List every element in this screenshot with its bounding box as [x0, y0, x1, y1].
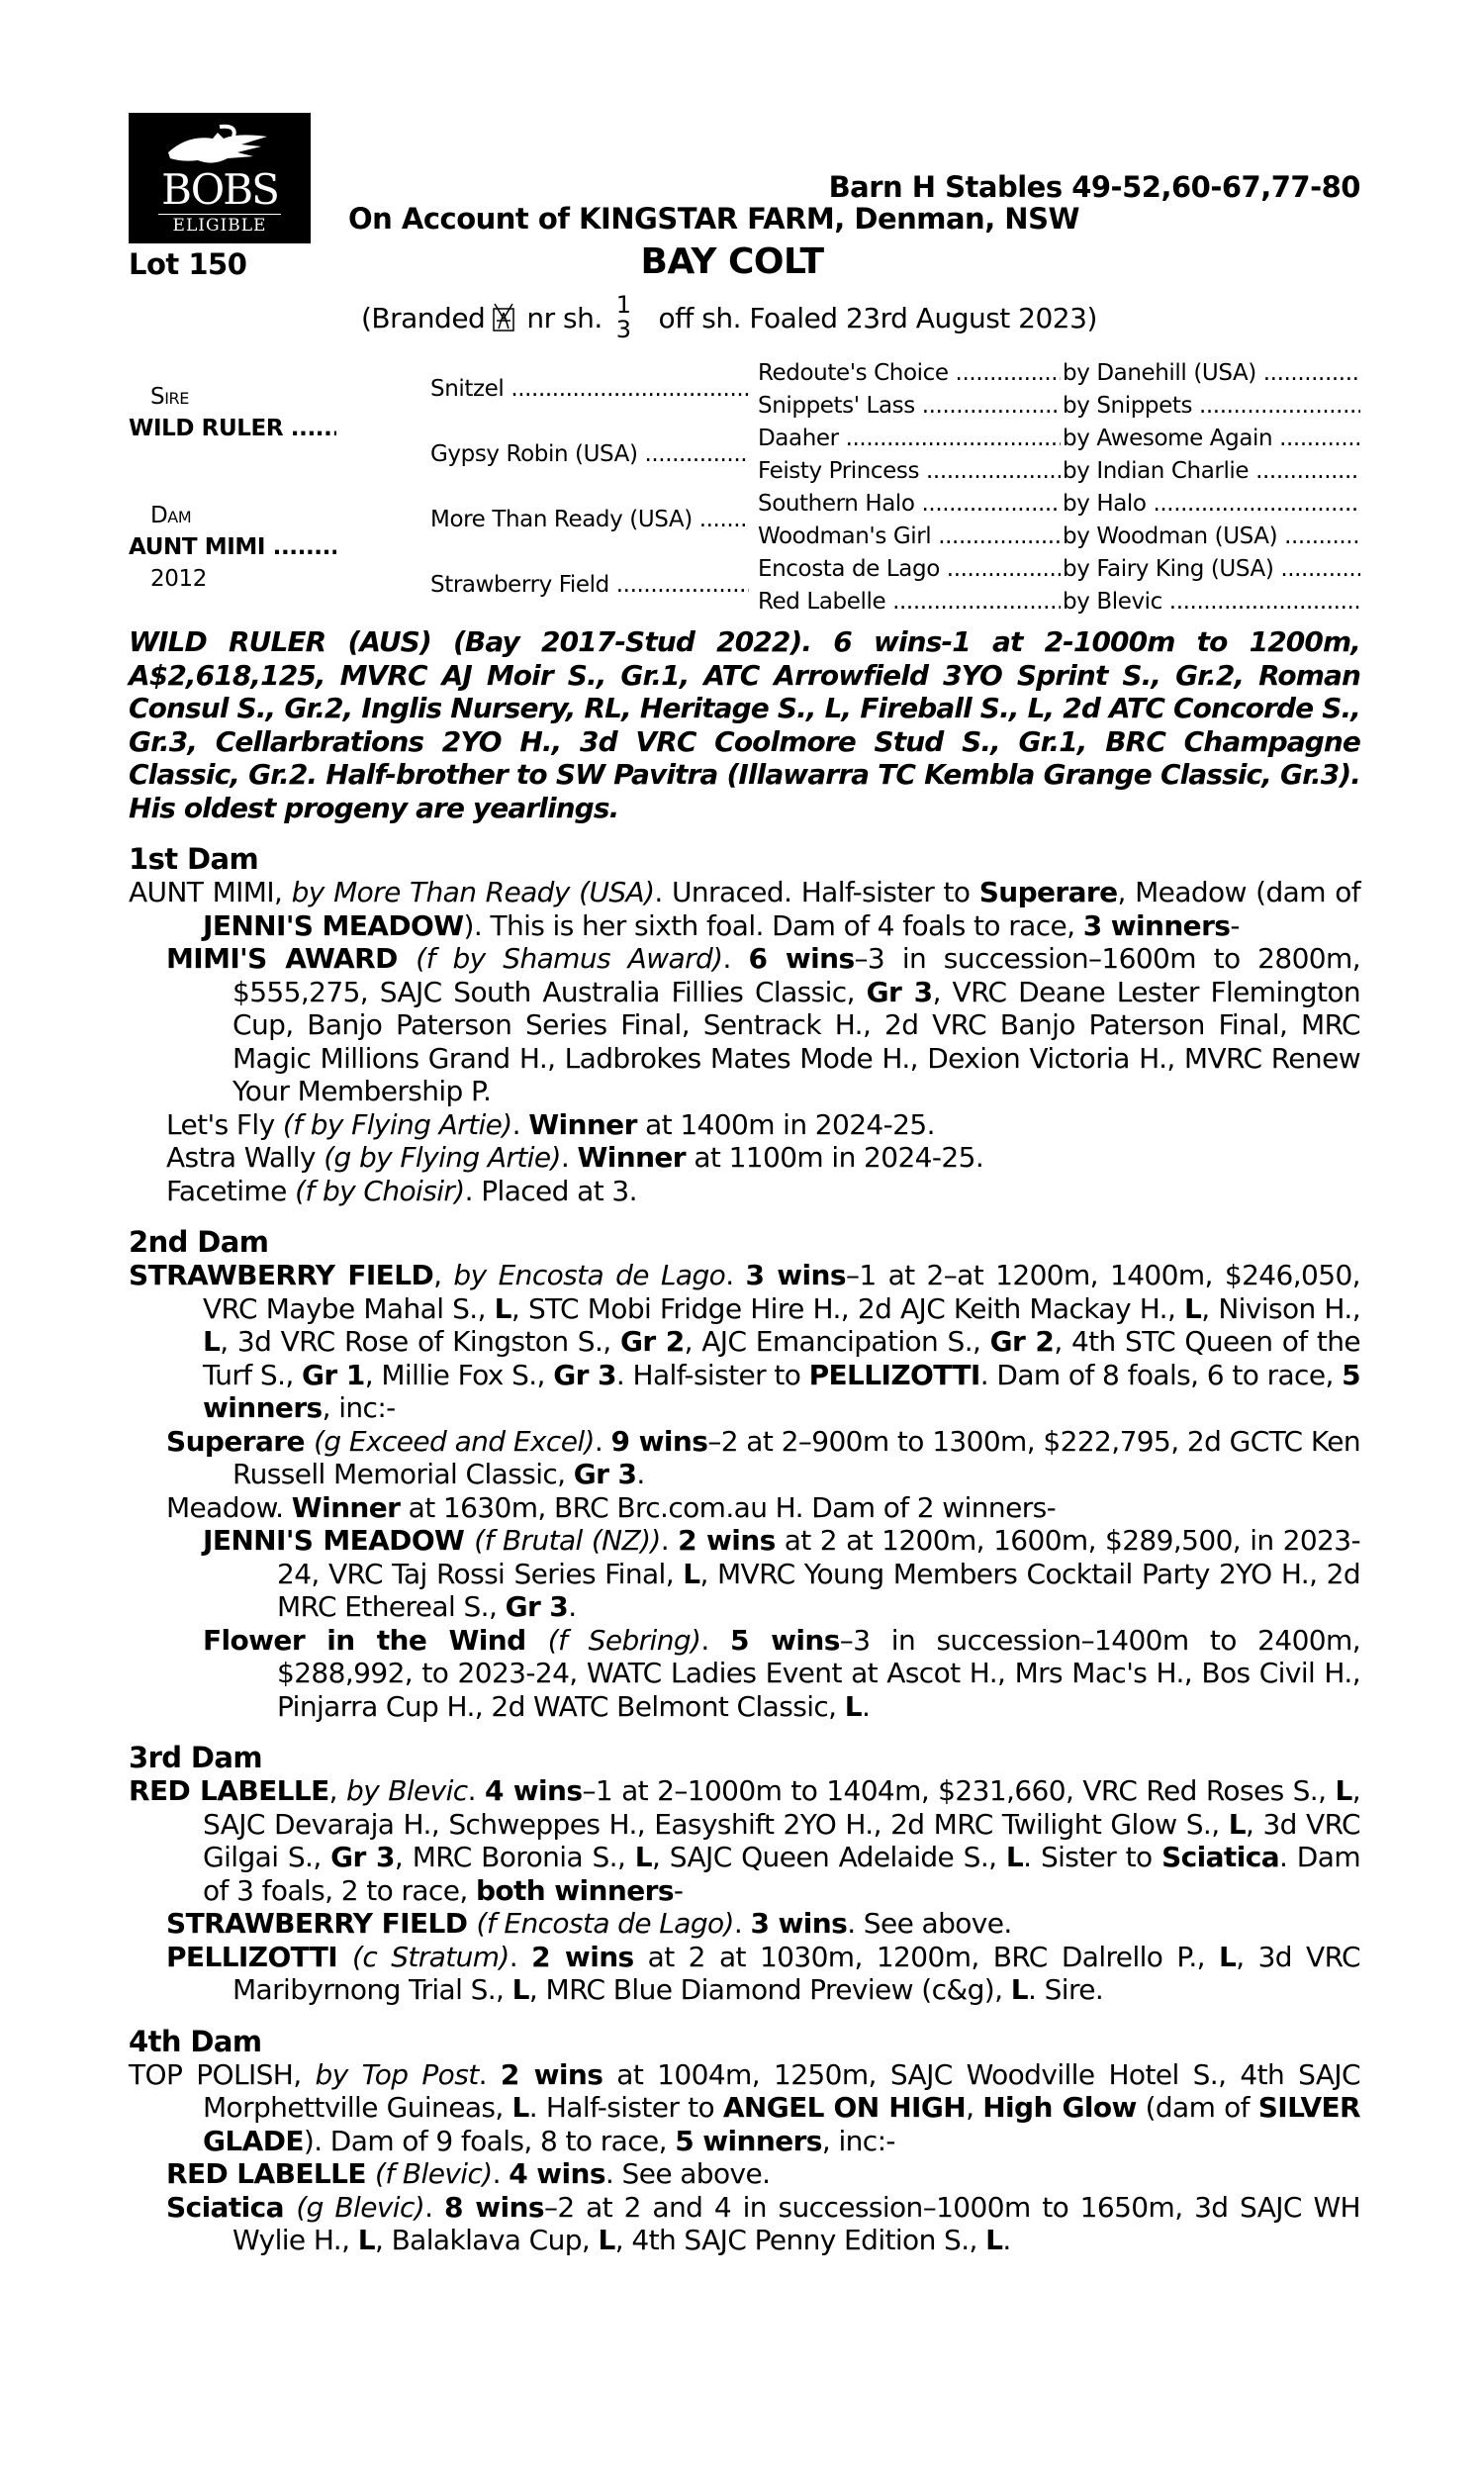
text-run: L [985, 2224, 1003, 2256]
vendor-account: On Account of KINGSTAR FARM, Denman, NSW [348, 202, 1079, 236]
text-run: Facetime [166, 1174, 296, 1207]
text-run: . [1002, 2224, 1011, 2256]
text-run: L [1228, 1807, 1246, 1841]
text-run: (f Encosta de Lago) [476, 1907, 734, 1940]
text-run: at 2 at 1200m, 1600m, $289,500, in 2023-24, VRC Taj Rossi Series Final, [277, 1524, 1360, 1590]
text-run: –3 in succession–1600m to 2800m, $555,275, SAJC South Australia Fillies Classic, [232, 942, 1360, 1008]
pedigree-great-great-grandsire: by Halo ..... [1063, 491, 1360, 517]
text-run: (g Blevic) [296, 2190, 425, 2224]
pedigree-great-grandparent: Daaher ..... [758, 426, 1061, 451]
text-run: , 3d VRC Gilgai S., [203, 1807, 1360, 1873]
text-run: . [511, 1107, 529, 1141]
pedigree-grandparent: More Than Ready (USA) ..... [430, 507, 749, 532]
text-run: . [492, 2157, 510, 2190]
dam-section [129, 842, 1360, 1207]
text-run: 5 wins [730, 1623, 840, 1657]
text-run: . [700, 1623, 731, 1657]
pedigree-great-great-grandsire: by Indian Charlie ..... [1063, 458, 1360, 484]
text-run: , 4th SAJC Penny Edition S., [614, 2224, 986, 2256]
progeny-entry [129, 1491, 1360, 1525]
text-run: PELLIZOTTI [166, 1940, 353, 1973]
text-run: AUNT MIMI, [129, 876, 292, 908]
pedigree-great-great-grandsire: by Awesome Again ..... [1063, 426, 1360, 451]
dam-label: Dam [150, 503, 192, 528]
text-run: at 1004m, 1250m, SAJC Woodville Hotel S., 4th SAJC Morphettville Guineas, [203, 2057, 1360, 2124]
text-run: SILVER GLADE [203, 2091, 1361, 2157]
text-run: L [598, 2224, 615, 2256]
pedigree-table [129, 360, 1360, 615]
text-run: , Nivison H., [1201, 1291, 1361, 1325]
fraction-numerator: 1 [615, 291, 631, 319]
text-run: at 1100m in 2024-25. [686, 1141, 984, 1174]
text-run: , Millie Fox S., [364, 1358, 554, 1391]
dam-name: AUNT MIMI ..... [129, 534, 336, 560]
text-run: Winner [291, 1490, 401, 1524]
text-run: L [1335, 1774, 1352, 1807]
text-run: . Half-sister to [615, 1358, 809, 1391]
sire-name: WILD RULER ..... [129, 416, 336, 441]
branded-suffix: off sh. Foaled 23rd August 2023) [658, 301, 1097, 334]
text-run: JENNI'S MEADOW [203, 908, 464, 942]
text-run: L [844, 1689, 863, 1723]
text-run: , SAJC Devaraja H., Schweppes H., Easyshift 2YO H., 2d MRC Twilight Glow S., [203, 1774, 1361, 1841]
text-run: (dam of [1136, 2091, 1258, 2124]
text-run: by Top Post [315, 2057, 479, 2091]
dam-section [129, 1225, 1360, 1723]
text-run: 2 wins [678, 1524, 776, 1557]
sire-label: Sire [150, 384, 189, 410]
pedigree-great-great-grandsire: by Blevic ..... [1063, 589, 1360, 615]
text-run: Gr 3 [553, 1358, 616, 1391]
text-run: JENNI'S MEADOW [203, 1524, 475, 1557]
text-run: 9 wins [610, 1424, 708, 1458]
text-run: STRAWBERRY FIELD [129, 1259, 434, 1291]
text-run: 2 wins [531, 1940, 634, 1973]
text-run: L [511, 1973, 529, 2006]
text-run: L [494, 1291, 511, 1325]
text-run: . [509, 1940, 532, 1973]
text-run: . [478, 2057, 501, 2091]
text-run: MIMI'S AWARD [166, 942, 417, 975]
bobs-eligible-logo [129, 113, 311, 243]
text-run: , 4th STC Queen of the Turf S., [203, 1325, 1360, 1391]
text-run: 5 winners [203, 1358, 1360, 1424]
pedigree-great-grandparent: Feisty Princess ..... [758, 458, 1061, 484]
text-run: (f by Shamus Award) [416, 942, 723, 975]
text-run: (g by Flying Artie) [324, 1141, 561, 1174]
dam-entry [129, 876, 1360, 942]
text-run: 3 wins [745, 1259, 846, 1291]
dam-entry [129, 2058, 1360, 2158]
barn-location: Barn H Stables 49-52,60-67,77-80 [828, 170, 1360, 204]
dam-entry [129, 1774, 1360, 1907]
logo-subtitle: ELIGIBLE [158, 214, 281, 236]
text-run: Sciatica [1161, 1841, 1280, 1873]
pedigree-grandparent: Strawberry Field ..... [430, 572, 749, 598]
text-run: . [560, 1141, 578, 1174]
text-run: by Encosta de Lago [453, 1259, 726, 1291]
text-run: , inc:- [821, 2124, 895, 2157]
section-heading: 4th Dam [129, 2024, 262, 2058]
text-run: 4 wins [509, 2157, 605, 2190]
text-run: both winners [475, 1873, 674, 1907]
pedigree-great-grandparent: Snippets' Lass ..... [758, 393, 1061, 419]
text-run: . Sister to [1023, 1841, 1162, 1873]
progeny-entry [129, 942, 1360, 1108]
pedigree-great-grandparent: Southern Halo ..... [758, 491, 1061, 517]
pedigree-great-grandparent: Woodman's Girl ..... [758, 523, 1061, 549]
text-run: at 2 at 1030m, 1200m, BRC Dalrello P., [633, 1940, 1219, 1973]
text-run: . [722, 942, 749, 975]
text-run: - [673, 1873, 684, 1907]
text-run: , MRC Boronia S., [394, 1841, 635, 1873]
progeny-entry [129, 1141, 1360, 1175]
pedigree-great-great-grandsire: by Danehill (USA) ..... [1063, 360, 1360, 386]
text-run: (g Exceed and Excel) [314, 1424, 595, 1458]
text-run: L [1010, 1973, 1028, 2006]
text-run: 3 wins [750, 1907, 848, 1940]
progeny-entry [129, 1941, 1360, 2007]
progeny-entry [129, 1624, 1360, 1724]
text-run: , Balaklava Cup, [374, 2224, 599, 2256]
text-run: ). Dam of 9 foals, 8 to race, [303, 2124, 676, 2157]
progeny-entry [129, 2191, 1360, 2257]
text-run: ANGEL ON HIGH [722, 2091, 967, 2124]
text-run: L [683, 1557, 700, 1590]
section-heading: 2nd Dam [129, 1225, 269, 1259]
text-run: –1 at 2–at 1200m, 1400m, $246,050, VRC Maybe Mahal S., [203, 1259, 1360, 1325]
text-run: Gr 3 [573, 1458, 637, 1490]
text-run: , STC Mobi Fridge Hire H., 2d AJC Keith Mackay H., [510, 1291, 1185, 1325]
brand-line [361, 293, 1097, 342]
brand-fraction [616, 293, 631, 342]
text-run: 5 winners [675, 2124, 822, 2157]
text-run: PELLIZOTTI [808, 1358, 980, 1391]
text-run: , [433, 1259, 454, 1291]
text-run: Astra Wally [166, 1141, 325, 1174]
section-heading: 1st Dam [129, 842, 259, 876]
text-run: Meadow. [166, 1490, 292, 1524]
pedigree-great-grandparent: Encosta de Lago ..... [758, 556, 1061, 582]
text-run: 3 winners [1082, 908, 1231, 942]
text-run: . [733, 1907, 751, 1940]
text-run: at 1400m in 2024-25. [636, 1107, 935, 1141]
text-run: . Half-sister to [528, 2091, 723, 2124]
text-run: , MVRC Young Members Cocktail Party 2YO H., 2d MRC Ethereal S., [277, 1557, 1360, 1623]
text-run: - [1230, 908, 1240, 942]
horse-title-text: BAY COLT [640, 241, 824, 282]
text-run: RED LABELLE [129, 1774, 329, 1807]
text-run: . [636, 1458, 645, 1490]
text-run: , inc:- [322, 1391, 396, 1424]
dam-section [129, 2025, 1360, 2257]
progeny-entry [129, 1907, 1360, 1941]
text-run: (f Brutal (NZ)) [474, 1524, 661, 1557]
text-run: . See above. [604, 2157, 771, 2190]
text-run: (f Blevic) [375, 2157, 493, 2190]
dam-section [129, 1741, 1360, 2007]
text-run: . Placed at 3. [464, 1174, 637, 1207]
logo-title: BOBS [161, 165, 278, 214]
text-run: . [660, 1524, 679, 1557]
text-run: STRAWBERRY FIELD [166, 1907, 477, 1940]
text-run: . [568, 1590, 577, 1623]
text-run: Winner [528, 1107, 637, 1141]
text-run: Gr 3 [866, 975, 933, 1008]
text-run: RED LABELLE [166, 2157, 376, 2190]
text-run: (f Sebring) [547, 1623, 701, 1657]
text-run: Gr 2 [619, 1325, 685, 1358]
progeny-entry [129, 1524, 1360, 1624]
text-run: High Glow [982, 2091, 1137, 2124]
branded-prefix: (Branded [361, 301, 486, 334]
progeny-entry [129, 1175, 1360, 1208]
text-run: . Dam of 8 foals, 6 to race, [979, 1358, 1343, 1391]
text-run: , [966, 2091, 983, 2124]
text-run: . [594, 1424, 611, 1458]
text-run: Sciatica [166, 2190, 297, 2224]
text-run: at 1630m, BRC Brc.com.au H. Dam of 2 winners- [400, 1490, 1057, 1524]
section-heading: 3rd Dam [129, 1741, 262, 1774]
text-run: Winner [577, 1141, 687, 1174]
pedigree-great-grandparent: Red Labelle ..... [758, 589, 1061, 615]
text-run: ). This is her sixth foal. Dam of 4 foals to race, [463, 908, 1083, 942]
text-run: . [424, 2190, 444, 2224]
text-run: Gr 1 [302, 1358, 365, 1391]
text-run: L [357, 2224, 375, 2256]
text-run: (f by Choisir) [295, 1174, 465, 1207]
pedigree-grandparent: Snitzel ..... [430, 376, 749, 402]
text-run: Gr 2 [989, 1325, 1055, 1358]
text-run: L [1184, 1291, 1202, 1325]
text-run: . Sire. [1027, 1973, 1104, 2006]
text-run: L [203, 1325, 221, 1358]
text-run: , 3d VRC Maribyrnong Trial S., [232, 1940, 1361, 2006]
text-run: Gr 3 [505, 1590, 569, 1623]
text-run: , 3d VRC Rose of Kingston S., [220, 1325, 620, 1358]
text-run: . [725, 1259, 746, 1291]
text-run: , AJC Emancipation S., [684, 1325, 990, 1358]
text-run: L [1218, 1940, 1237, 1973]
text-run: –3 in succession–1400m to 2400m, $288,992, to 2023-24, WATC Ladies Event at Ascot H., Mrs Mac's H., Bos Civil H., Pinjarra Cup H., 2d WATC Belmont Classic, [277, 1623, 1361, 1723]
text-run: L [1005, 1841, 1024, 1873]
text-run: 2 wins [500, 2057, 603, 2091]
dam-entry [129, 1259, 1360, 1425]
text-run: , Meadow (dam of [1117, 876, 1360, 908]
lot-number: Lot 150 [129, 247, 247, 281]
text-run: (f by Flying Artie) [282, 1107, 512, 1141]
text-run: . [862, 1689, 871, 1723]
text-run: 6 wins [748, 942, 855, 975]
branded-near: nr sh. [526, 301, 603, 334]
text-run: , [328, 1774, 347, 1807]
pedigree-great-great-grandsire: by Fairy King (USA) ..... [1063, 556, 1360, 582]
dam-year: 2012 [150, 566, 207, 592]
text-run: , VRC Deane Lester Flemington Cup, Banjo Paterson Series Final, Sentrack H., 2d VRC Banjo Paterson Final, MRC Magic Millions Grand H., Ladbrokes Mates Mode H., Dexion Victoria H., MVRC Renew Your Membership P. [232, 975, 1361, 1107]
text-run: . Dam of 3 foals, 2 to race, [203, 1841, 1360, 1907]
pedigree-great-great-grandsire: by Woodman (USA) ..... [1063, 523, 1360, 549]
fraction-denominator: 3 [615, 316, 631, 343]
pedigree-notes [129, 625, 1360, 2257]
text-run: , SAJC Queen Adelaide S., [652, 1841, 1006, 1873]
progeny-entry [129, 1108, 1360, 1142]
progeny-entry [129, 1425, 1360, 1491]
sire-summary: WILD RULER (AUS) (Bay 2017-Stud 2022). 6 wins-1 at 2-1000m to 1200m, A$2,618,125, MVRC AJ Moir S., Gr.1, ATC Arrowfield 3YO Sprint S., Gr.2, Roman Consul S., Gr.2, Inglis Nursery, RL, Heritage S., L, Fireball S., L, 2d ATC Concorde S., Gr.3, Cellarbrations 2YO H., 3d VRC Coolmore Stud S., Gr.1, BRC Champagne Classic, Gr.2. Half-brother to SW Pavitra (Illawarra TC Kembla Grange Classic, Gr.3). His oldest progeny are yearlings. [129, 625, 1360, 824]
text-run: . See above. [847, 1907, 1012, 1940]
pedigree-great-grandparent: Redoute's Choice ..... [758, 360, 1061, 386]
text-run: 4 wins [484, 1774, 583, 1807]
text-run: . [467, 1774, 485, 1807]
brand-mark-icon [493, 303, 514, 333]
text-run: by Blevic [346, 1774, 468, 1807]
text-run: (c Stratum) [352, 1940, 510, 1973]
text-run: Gr 3 [330, 1841, 395, 1873]
progeny-entry [129, 2157, 1360, 2191]
text-run: Flower in the Wind [203, 1623, 548, 1657]
text-run: 8 wins [443, 2190, 544, 2224]
text-run: –1 at 2–1000m to 1404m, $231,660, VRC Red Roses S., [582, 1774, 1336, 1807]
pedigree-grandparent: Gypsy Robin (USA) ..... [430, 441, 749, 467]
text-run: . Unraced. Half-sister to [654, 876, 979, 908]
text-run: L [511, 2091, 529, 2124]
text-run: –2 at 2 and 4 in succession–1000m to 1650m, 3d SAJC WH Wylie H., [232, 2190, 1360, 2256]
text-run: Let's Fly [166, 1107, 283, 1141]
horse-title [0, 241, 1484, 282]
pedigree-great-great-grandsire: by Snippets ..... [1063, 393, 1360, 419]
text-run: Superare [978, 876, 1118, 908]
text-run: –2 at 2–900m to 1300m, $222,795, 2d GCTC Ken Russell Memorial Classic, [232, 1424, 1361, 1490]
text-run: L [634, 1841, 652, 1873]
text-run: Superare [166, 1424, 315, 1458]
text-run: by More Than Ready (USA) [291, 876, 655, 908]
text-run: , MRC Blue Diamond Preview (c&g), [528, 1973, 1011, 2006]
text-run: TOP POLISH, [129, 2057, 316, 2091]
